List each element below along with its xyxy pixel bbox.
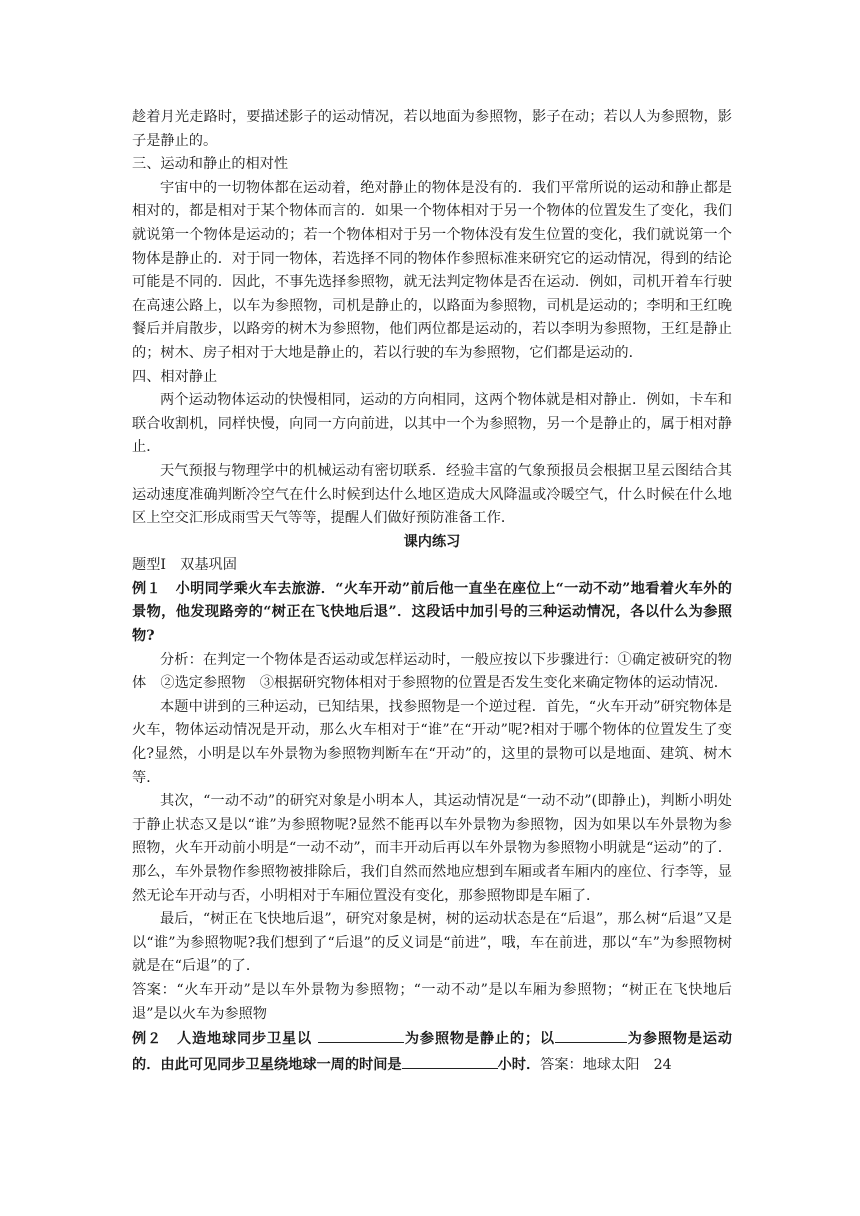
practice-title: 课内练习 bbox=[403, 533, 461, 550]
document-body bbox=[132, 106, 732, 1077]
example2-text-2: 为参照物是静止的；以 bbox=[404, 1031, 555, 1048]
example1-question: 例１ 小明同学乘火车去旅游．“火车开动”前后他一直坐在座位上“一动不动”地看着火车外的景物，他发现路旁的“树正在飞快地后退”．这段话中加引号的三种运动情况，各以什么为参照物? bbox=[132, 580, 732, 645]
example1-answer: 答案：“火车开动”是以车外景物为参照物；“一动不动”是以车厢为参照物；“树正在飞快地后退”是以火车为参照物 bbox=[132, 981, 732, 1022]
answer-blank-2[interactable] bbox=[555, 1026, 627, 1043]
section-heading-relativity: 三、运动和静止的相对性 bbox=[132, 156, 289, 173]
example2-question bbox=[132, 1026, 732, 1077]
analysis-paragraph-1: 分析：在判定一个物体是否运动或怎样运动时，一般应按以下步骤进行：①确定被研究的物体 ②选定参照物 ③根据研究物体相对于参照物的位置是否发生变化来确定物体的运动情况． bbox=[132, 651, 732, 692]
analysis-paragraph-3: 其次，“一动不动”的研究对象是小明本人，其运动情况是“一动不动”(即静止)，判断小明处于静止状态又是以“谁”为参照物呢?显然不能再以车外景物为参照物，因为如果以车外景物为参照物，火车开动前小明是“一动不动”，而丰开动后再以车外景物为参照物小明就是“运动”的了．那么，车外景物作参照物被排除后，我们自然而然地应想到车厢或者车厢内的座位、行李等，显然无论车开动与否，小明相对于车厢位置没有变化，那参照物即是车厢了． bbox=[132, 793, 732, 904]
example2-text-3: 为参照物是运动的．由此可见同步卫星绕地球一周的时间是 bbox=[132, 1031, 732, 1073]
relative-rest-paragraph: 两个运动物体运动的快慢相同，运动的方向相同，这两个物体就是相对静止．例如，卡车和联合收割机，同样快慢，向同一方向前进，以其中一个为参照物，另一个是静止的，属于相对静止． bbox=[132, 392, 732, 456]
section-heading-relative-rest: 四、相对静止 bbox=[132, 368, 218, 385]
relativity-paragraph: 宇宙中的一切物体都在运动着，绝对静止的物体是没有的．我们平常所说的运动和静止都是相对的，都是相对于某个物体而言的．如果一个物体相对于另一个物体的位置发生了变化，我们就说第一个物体是运动的；若一个物体相对于另一个物体没有发生位置的变化，我们就说第一个物体是静止的．对于同一物体，若选择不同的物体作参照标准来研究它的运动情况，得到的结论可能是不同的．因此，不事先选择参照物，就无法判定物体是否在运动．例如，司机开着车行驶在高速公路上，以车为参照物，司机是静止的，以路面为参照物，司机是运动的；李明和王红晚餐后并肩散步，以路旁的树木为参照物，他们两位都是运动的，若以李明为参照物，王红是静止的；树木、房子相对于大地是静止的，若以行驶的车为参照物，它们都是运动的． bbox=[132, 179, 732, 361]
intro-paragraph: 趁着月光走路时，要描述影子的运动情况，若以地面为参照物，影子在动；若以人为参照物，影子是静止的。 bbox=[132, 109, 732, 149]
analysis-paragraph-2: 本题中讲到的三种运动，已知结果，找参照物是一个逆过程．首先，“火车开动”研究物体是火车，物体运动情况是开动，那么火车相对于“谁”在“开动”呢?相对于哪个物体的位置发生了变化?显然，小明是以车外景物为参照物判断车在“开动”的，这里的景物可以是地面、建筑、树木等． bbox=[132, 698, 732, 786]
example2-text-1: 例２ 人造地球同步卫星以 bbox=[132, 1031, 313, 1048]
analysis-paragraph-4: 最后，“树正在飞快地后退”，研究对象是树，树的运动状态是在“后退”，那么树“后退”又是以“谁”为参照物呢?我们想到了“后退”的反义词是“前进”，哦，车在前进，那以“车”为参照物树就是在“后退”的了． bbox=[132, 911, 732, 975]
example2-answer: 答案：地球太阳 24 bbox=[540, 1056, 672, 1073]
weather-paragraph: 天气预报与物理学中的机械运动有密切联系．经验丰富的气象预报员会根据卫星云图结合其运动速度准确判断冷空气在什么时候到达什么地区造成大风降温或冷暖空气，什么时候在什么地区上空交汇形成雨雪天气等等，提醒人们做好预防准备工作． bbox=[132, 462, 732, 527]
example2-text-4: 小时． bbox=[497, 1056, 541, 1073]
answer-blank-3[interactable] bbox=[402, 1052, 498, 1069]
question-type-label: 题型Ⅰ 双基巩固 bbox=[132, 557, 237, 574]
answer-blank-1[interactable] bbox=[318, 1026, 404, 1043]
